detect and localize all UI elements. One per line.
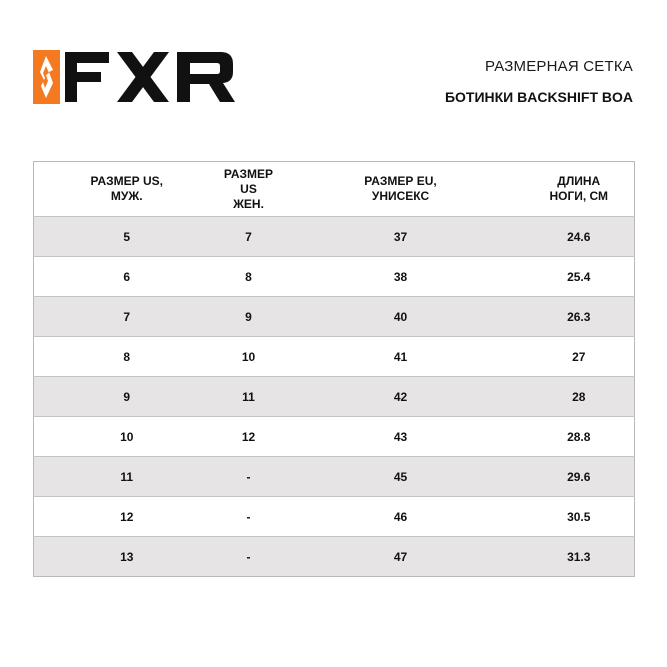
cell-eu-unisex: 37 — [278, 217, 524, 257]
table-row — [34, 497, 635, 537]
cell-us-men: 7 — [34, 297, 220, 337]
cell-us-women: 10 — [220, 337, 278, 377]
document-title: РАЗМЕРНАЯ СЕТКА — [485, 58, 633, 75]
cell-foot-length: 31.3 — [524, 537, 635, 577]
cell-us-women: 11 — [220, 377, 278, 417]
cell-us-men: 8 — [34, 337, 220, 377]
fxr-wordmark — [65, 52, 235, 102]
cell-us-men: 12 — [34, 497, 220, 537]
column-header-us-women: РАЗМЕР US ЖЕН. — [220, 162, 278, 217]
table-row — [34, 377, 635, 417]
table-row — [34, 337, 635, 377]
cell-us-men: 6 — [34, 257, 220, 297]
cell-foot-length: 25.4 — [524, 257, 635, 297]
cell-us-women: 12 — [220, 417, 278, 457]
cell-us-men: 5 — [34, 217, 220, 257]
cell-eu-unisex: 42 — [278, 377, 524, 417]
cell-us-men: 11 — [34, 457, 220, 497]
table-header-row — [34, 162, 635, 217]
column-header-us-men: РАЗМЕР US, МУЖ. — [34, 162, 220, 217]
table-row — [34, 457, 635, 497]
cell-foot-length: 26.3 — [524, 297, 635, 337]
table-row — [34, 537, 635, 577]
cell-eu-unisex: 38 — [278, 257, 524, 297]
cell-foot-length: 28 — [524, 377, 635, 417]
cell-us-men: 13 — [34, 537, 220, 577]
cell-foot-length: 24.6 — [524, 217, 635, 257]
cell-foot-length: 30.5 — [524, 497, 635, 537]
cell-us-women: 7 — [220, 217, 278, 257]
cell-eu-unisex: 45 — [278, 457, 524, 497]
column-header-eu-unisex: РАЗМЕР EU, УНИСЕКС — [278, 162, 524, 217]
cell-us-women: 8 — [220, 257, 278, 297]
fxr-logo — [33, 50, 235, 104]
cell-foot-length: 29.6 — [524, 457, 635, 497]
cell-us-men: 9 — [34, 377, 220, 417]
column-header-foot-length: ДЛИНА НОГИ, СМ — [524, 162, 635, 217]
cell-us-men: 10 — [34, 417, 220, 457]
cell-eu-unisex: 47 — [278, 537, 524, 577]
cell-foot-length: 27 — [524, 337, 635, 377]
table-row — [34, 257, 635, 297]
cell-us-women: - — [220, 457, 278, 497]
cell-eu-unisex: 43 — [278, 417, 524, 457]
size-chart-table — [33, 161, 635, 577]
cell-eu-unisex: 41 — [278, 337, 524, 377]
cell-us-women: - — [220, 497, 278, 537]
fxr-flame-icon — [33, 50, 60, 104]
cell-foot-length: 28.8 — [524, 417, 635, 457]
document-subtitle: БОТИНКИ BACKSHIFT BOA — [444, 89, 633, 105]
table-row — [34, 217, 635, 257]
table-row — [34, 417, 635, 457]
cell-us-women: - — [220, 537, 278, 577]
cell-eu-unisex: 46 — [278, 497, 524, 537]
cell-us-women: 9 — [220, 297, 278, 337]
table-row — [34, 297, 635, 337]
cell-eu-unisex: 40 — [278, 297, 524, 337]
